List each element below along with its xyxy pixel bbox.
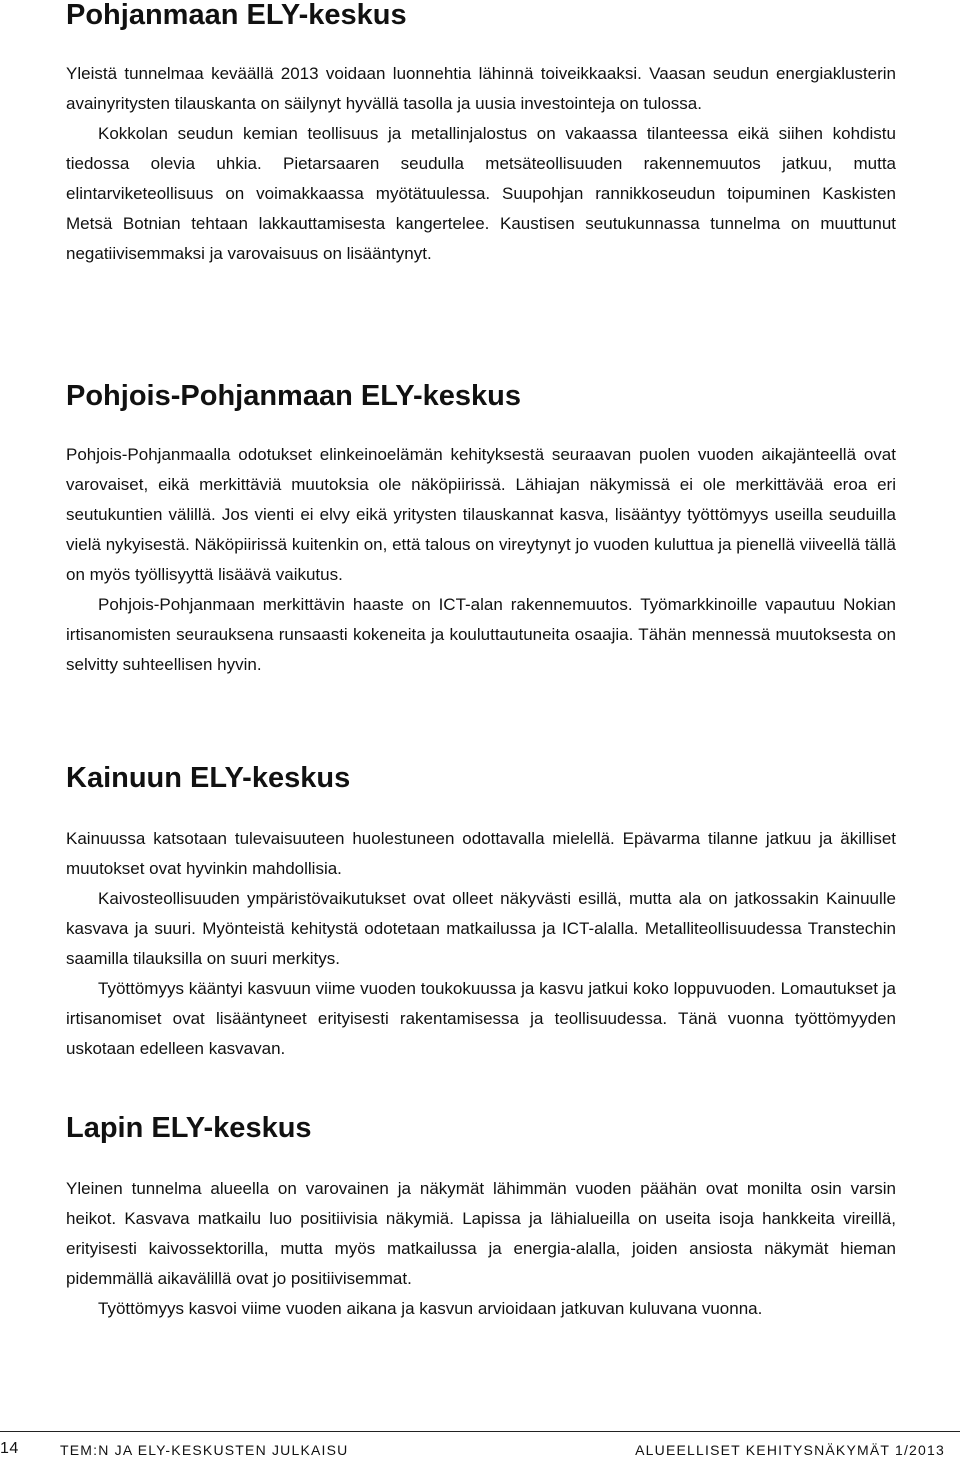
paragraph: Kaivosteollisuuden ympäristövaikutukset ovat olleet näkyvästi esillä, mutta ala on jatkossakin Kainuulle kasvava ja suuri. Myönteistä kehitystä odotetaan matkailussa ja ICT-alalla. Metalliteollisuudessa Transtechin saamilla tilauksilla on suuri merkitys. — [66, 889, 896, 968]
section-body-pohjanmaa — [66, 59, 896, 269]
section-body-kainuu — [66, 824, 896, 1064]
paragraph: Pohjois-Pohjanmaan merkittävin haaste on ICT-alan rakennemuutos. Työmarkkinoille vapautuu Nokian irtisanomisten seurauksena runsaasti kokeneita ja kouluttautuneita osaajia. Tähän mennessä muutoksesta on selvitty suhteellisen hyvin. — [66, 595, 896, 674]
section-body-lappi — [66, 1174, 896, 1324]
page-number: 14 — [0, 1440, 19, 1457]
paragraph: Kokkolan seudun kemian teollisuus ja metallinjalostus on vakaassa tilanteessa eikä siihen kohdistu tiedossa olevia uhkia. Pietarsaaren seudulla metsäteollisuuden rakennemuutos jatkuu, mutta elintarviketeollisuus on voimakkaassa myötätuulessa. Suupohjan rannikkoseudun toipuminen Kaskisten Metsä Botnian tehtaan lakkauttamisesta kangertelee. Kaustisen seutukunnassa tunnelma on muuttunut negatiivisemmaksi ja varovaisuus on lisääntynyt. — [66, 124, 896, 263]
section-heading-kainuu: Kainuun ELY-keskus — [66, 762, 351, 794]
section-heading-lappi: Lapin ELY-keskus — [66, 1112, 312, 1144]
paragraph: Yleistä tunnelmaa keväällä 2013 voidaan luonnehtia lähinnä toiveikkaaksi. Vaasan seudun energiaklusterin avainyritysten tilauskanta on säilynyt hyvällä tasolla ja uusia investointeja on tulossa. — [66, 64, 896, 113]
paragraph: Kainuussa katsotaan tulevaisuuteen huolestuneen odottavalla mielellä. Epävarma tilanne jatkuu ja äkilliset muutokset ovat hyvinkin mahdollisia. — [66, 829, 896, 878]
paragraph: Yleinen tunnelma alueella on varovainen ja näkymät lähimmän vuoden päähän ovat monilta osin varsin heikot. Kasvava matkailu luo positiivisia näkymiä. Lapissa ja lähialueilla on useita isoja hankkeita vireillä, erityisesti kaivossektorilla, mutta myös matkailussa ja energia-alalla, joiden ansiosta näkymät hieman pidemmällä aikavälillä ovat jo positiivisemmat. — [66, 1179, 896, 1288]
section-body-pohjois-pohjanmaa — [66, 440, 896, 680]
footer-divider — [0, 1431, 960, 1432]
paragraph: Työttömyys kasvoi viime vuoden aikana ja kasvun arvioidaan jatkuvan kuluvana vuonna. — [98, 1299, 763, 1318]
paragraph: Työttömyys kääntyi kasvuun viime vuoden toukokuussa ja kasvu jatkui koko loppuvuoden. Lomautukset ja irtisanomiset ovat lisääntyneet erityisesti rakentamisessa ja teollisuudessa. Tänä vuonna työttömyyden uskotaan edelleen kasvavan. — [66, 979, 896, 1058]
section-heading-pohjois-pohjanmaa: Pohjois-Pohjanmaan ELY-keskus — [66, 380, 522, 412]
paragraph: Pohjois-Pohjanmaalla odotukset elinkeinoelämän kehityksestä seuraavan puolen vuoden aikajänteellä ovat varovaiset, eikä merkittäviä muutoksia ole näköpiirissä. Lähiajan näkymissä ei ole merkittävää eroa eri seutukuntien välillä. Jos vienti ei elvy eikä yritysten tilauskannat kasva, lisääntyy työttömyys useilla seuduilla vielä nykyisestä. Näköpiirissä kuitenkin on, että talous on vireytynyt jo vuoden kuluttua ja pienellä viiveellä tällä on myös työllisyyttä lisäävä vaikutus. — [66, 445, 896, 584]
footer-publication: ALUEELLISET KEHITYSNÄKYMÄT 1/2013 — [635, 1442, 945, 1458]
footer-publisher: TEM:N JA ELY-KESKUSTEN JULKAISU — [60, 1442, 349, 1458]
section-heading-pohjanmaa: Pohjanmaan ELY-keskus — [66, 0, 407, 31]
